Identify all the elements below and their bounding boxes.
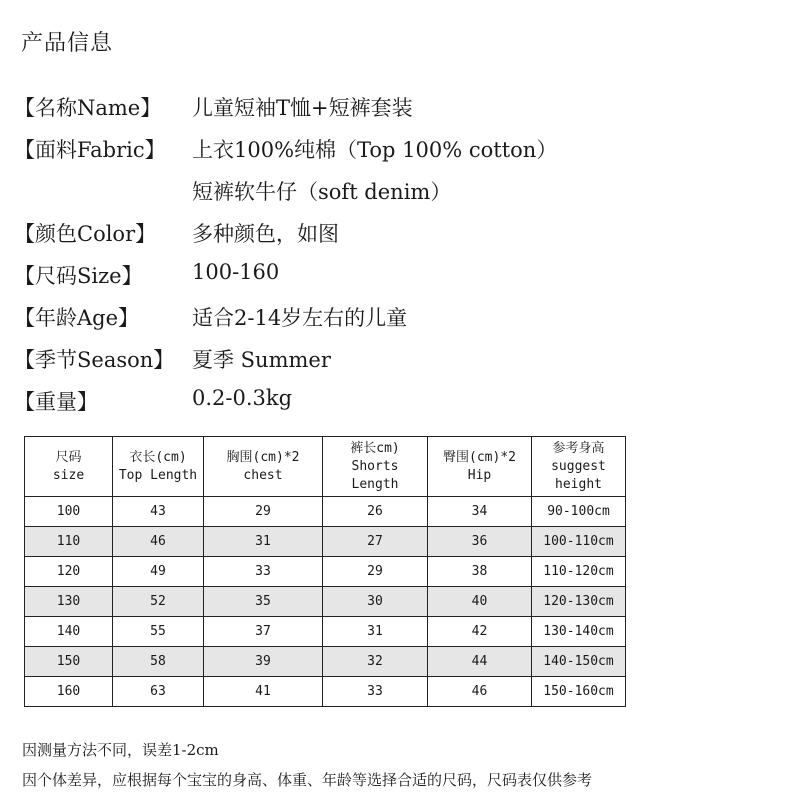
cell-shorts-length: 33 [323,677,428,707]
cell-hip: 36 [428,527,532,557]
cell-hip: 40 [428,587,532,617]
color-value: 多种颜色，如图 [192,222,339,246]
name-value: 儿童短袖T恤+短裤套装 [192,96,413,120]
cell-chest: 29 [204,497,323,527]
cell-height: 110-120cm [532,557,626,587]
size-chart-table [24,436,626,707]
cell-size: 160 [25,677,113,707]
cell-height: 150-160cm [532,677,626,707]
cell-top-length: 43 [113,497,204,527]
cell-size: 100 [25,497,113,527]
table-row [25,527,626,557]
table-header-row [25,437,626,497]
header-suggest-height: 参考身高 suggest height [532,437,626,497]
color-label: 【颜色Color】 [14,222,157,246]
weight-value: 0.2-0.3kg [192,386,293,410]
cell-hip: 38 [428,557,532,587]
table-row [25,677,626,707]
cell-chest: 41 [204,677,323,707]
cell-size: 140 [25,617,113,647]
header-shorts-length: 裤长cm) Shorts Length [323,437,428,497]
cell-height: 130-140cm [532,617,626,647]
size-advice-note: 因个体差异，应根据每个宝宝的身高、体重、年龄等选择合适的尺码，尺码表仅供参考 [22,771,593,789]
cell-shorts-length: 26 [323,497,428,527]
page-title: 产品信息 [21,31,114,56]
size-value: 100-160 [192,260,280,284]
weight-label: 【重量】 [14,390,98,414]
age-value: 适合2-14岁左右的儿童 [192,306,408,330]
table-row [25,617,626,647]
fabric-label: 【面料Fabric】 [14,138,166,162]
cell-chest: 37 [204,617,323,647]
size-label: 【尺码Size】 [14,264,143,288]
cell-top-length: 46 [113,527,204,557]
cell-top-length: 58 [113,647,204,677]
cell-top-length: 52 [113,587,204,617]
table-row [25,647,626,677]
cell-shorts-length: 30 [323,587,428,617]
cell-chest: 31 [204,527,323,557]
cell-height: 120-130cm [532,587,626,617]
cell-top-length: 63 [113,677,204,707]
header-hip: 臀围(cm)*2 Hip [428,437,532,497]
cell-shorts-length: 29 [323,557,428,587]
cell-hip: 44 [428,647,532,677]
cell-hip: 46 [428,677,532,707]
header-size: 尺码 size [25,437,113,497]
cell-hip: 34 [428,497,532,527]
cell-height: 140-150cm [532,647,626,677]
cell-height: 90-100cm [532,497,626,527]
table-row [25,557,626,587]
cell-height: 100-110cm [532,527,626,557]
cell-size: 120 [25,557,113,587]
cell-shorts-length: 31 [323,617,428,647]
cell-top-length: 49 [113,557,204,587]
cell-shorts-length: 32 [323,647,428,677]
cell-top-length: 55 [113,617,204,647]
cell-chest: 39 [204,647,323,677]
cell-size: 130 [25,587,113,617]
measurement-note: 因测量方法不同，误差1-2cm [22,741,219,759]
cell-chest: 35 [204,587,323,617]
season-label: 【季节Season】 [14,348,175,372]
header-chest: 胸围(cm)*2 chest [204,437,323,497]
fabric-value-shorts: 短裤软牛仔（soft denim） [192,180,452,204]
season-value: 夏季 Summer [192,348,331,372]
table-row [25,497,626,527]
name-label: 【名称Name】 [14,96,162,120]
cell-hip: 42 [428,617,532,647]
cell-size: 110 [25,527,113,557]
header-top-length: 衣长(cm) Top Length [113,437,204,497]
fabric-value: 上衣100%纯棉（Top 100% cotton） [192,138,558,162]
cell-chest: 33 [204,557,323,587]
age-label: 【年龄Age】 [14,306,140,330]
table-row [25,587,626,617]
cell-shorts-length: 27 [323,527,428,557]
cell-size: 150 [25,647,113,677]
